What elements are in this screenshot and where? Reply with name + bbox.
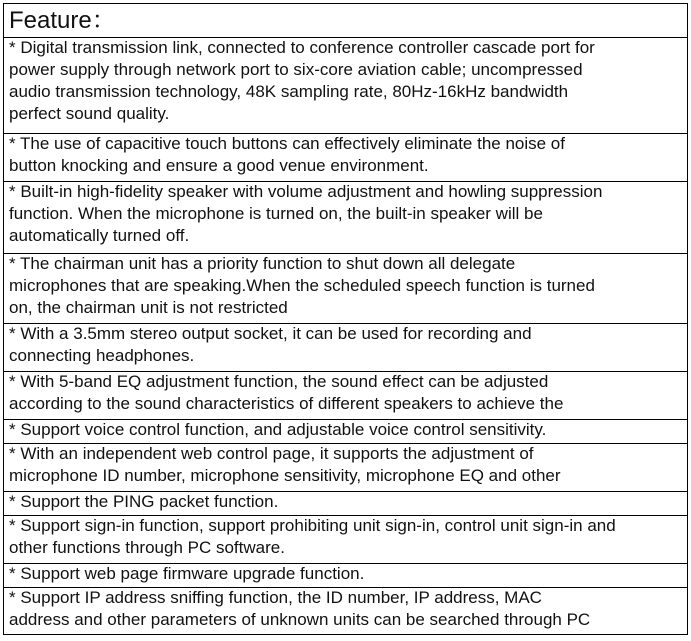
- feature-line: * Digital transmission link, connected to conference controller cascade port for: [9, 38, 595, 57]
- feature-row-capacitive-buttons: [4, 134, 687, 182]
- feature-line: address and other parameters of unknown units can be searched through PC: [9, 610, 591, 629]
- feature-line: microphone ID number, microphone sensitivity, microphone EQ and other: [9, 466, 561, 485]
- feature-heading: Feature：: [4, 4, 687, 38]
- feature-row-eq-adjustment: [4, 372, 687, 420]
- feature-line: automatically turned off.: [9, 226, 190, 245]
- feature-row-sign-in: [4, 516, 687, 564]
- feature-line: microphones that are speaking.When the scheduled speech function is turned: [9, 276, 595, 295]
- feature-row-voice-control: [4, 420, 687, 444]
- feature-row-chairman-priority: [4, 254, 687, 324]
- feature-line: * Support IP address sniffing function, the ID number, IP address, MAC: [9, 588, 542, 607]
- feature-line: * The use of capacitive touch buttons can effectively eliminate the noise of: [9, 134, 565, 153]
- feature-line: * Support the PING packet function.: [9, 492, 279, 511]
- feature-row-ip-sniffing: [4, 588, 687, 635]
- feature-line: * With a 3.5mm stereo output socket, it can be used for recording and: [9, 324, 532, 343]
- feature-line: button knocking and ensure a good venue environment.: [9, 156, 429, 175]
- feature-row-built-in-speaker: [4, 182, 687, 254]
- feature-row-firmware-upgrade: [4, 564, 687, 588]
- feature-row-stereo-output: [4, 324, 687, 372]
- feature-line: * The chairman unit has a priority function to shut down all delegate: [9, 254, 516, 273]
- feature-line: other functions through PC software.: [9, 538, 285, 557]
- feature-line: * With 5-band EQ adjustment function, the sound effect can be adjusted: [9, 372, 549, 391]
- feature-line: perfect sound quality.: [9, 104, 170, 123]
- feature-row-digital-transmission: [4, 38, 687, 134]
- feature-line: power supply through network port to six-core aviation cable; uncompressed: [9, 60, 583, 79]
- feature-line: function. When the microphone is turned on, the built-in speaker will be: [9, 204, 543, 223]
- feature-line: * Support voice control function, and adjustable voice control sensitivity.: [9, 420, 547, 439]
- feature-row-web-control: [4, 444, 687, 492]
- feature-line: * Support sign-in function, support prohibiting unit sign-in, control unit sign-in and: [9, 516, 616, 535]
- feature-line: on, the chairman unit is not restricted: [9, 298, 288, 317]
- feature-line: according to the sound characteristics of different speakers to achieve the: [9, 394, 564, 413]
- feature-line: * Support web page firmware upgrade function.: [9, 564, 365, 583]
- feature-line: * With an independent web control page, it supports the adjustment of: [9, 444, 534, 463]
- feature-line: audio transmission technology, 48K sampling rate, 80Hz-16kHz bandwidth: [9, 82, 569, 101]
- feature-line: * Built-in high-fidelity speaker with volume adjustment and howling suppression: [9, 182, 603, 201]
- feature-table: [3, 3, 688, 635]
- feature-line: connecting headphones.: [9, 346, 195, 365]
- feature-row-ping: [4, 492, 687, 516]
